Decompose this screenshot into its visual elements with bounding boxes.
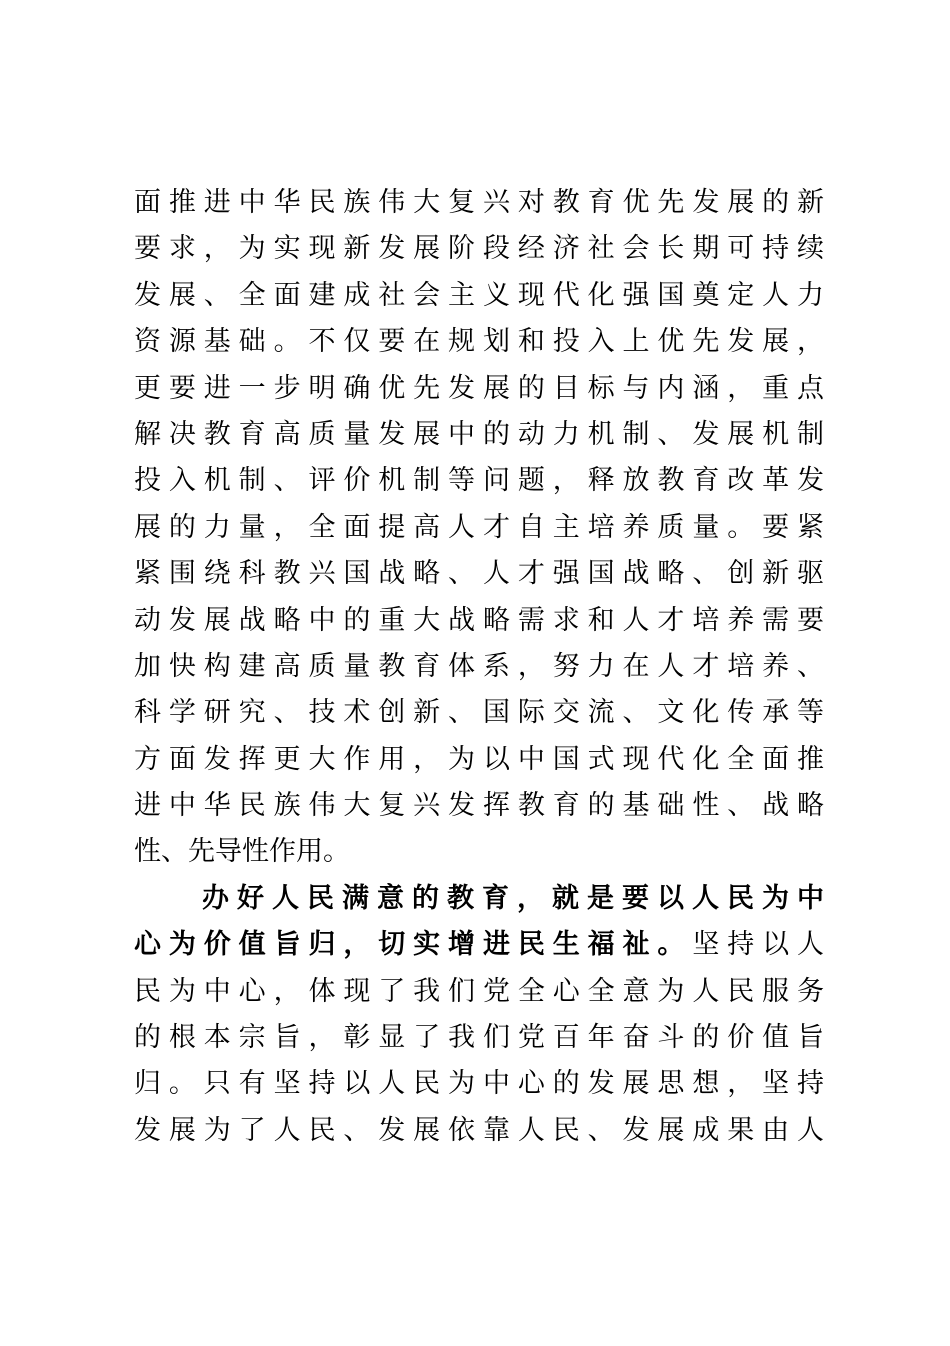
text-run: 坚持以人 bbox=[692, 929, 824, 961]
text-line: 性、先导性作用。 bbox=[134, 836, 350, 868]
bold-lead-line: 办好人民满意的教育，就是要以人民为中 bbox=[202, 882, 824, 914]
paragraph-2 bbox=[134, 876, 824, 1154]
text-line: 归。只有坚持以人民为中心的发展思想，坚持 bbox=[134, 1068, 824, 1100]
text-line: 紧围绕科教兴国战略、人才强国战略、创新驱 bbox=[134, 558, 824, 590]
mixed-line bbox=[134, 922, 824, 968]
text-line: 资源基础。不仅要在规划和投入上优先发展， bbox=[134, 326, 824, 358]
text-line: 加快构建高质量教育体系，努力在人才培养、 bbox=[134, 650, 824, 682]
bold-lead-end: 心为价值旨归，切实增进民生福祉。 bbox=[134, 929, 693, 961]
text-line: 解决教育高质量发展中的动力机制、发展机制 bbox=[134, 418, 824, 450]
text-line: 面推进中华民族伟大复兴对教育优先发展的新 bbox=[134, 187, 824, 218]
text-line: 动发展战略中的重大战略需求和人才培养需要 bbox=[134, 604, 824, 636]
text-line: 进中华民族伟大复兴发挥教育的基础性、战略 bbox=[134, 790, 824, 822]
text-line: 投入机制、评价机制等问题，释放教育改革发 bbox=[134, 465, 824, 497]
text-line: 民为中心，体现了我们党全心全意为人民服务 bbox=[134, 975, 824, 1007]
paragraph-1 bbox=[134, 180, 824, 876]
document-body bbox=[134, 180, 824, 1154]
text-line: 展的力量，全面提高人才自主培养质量。要紧 bbox=[134, 511, 824, 543]
text-line: 的根本宗旨，彰显了我们党百年奋斗的价值旨 bbox=[134, 1022, 824, 1054]
text-line: 更要进一步明确优先发展的目标与内涵，重点 bbox=[134, 372, 824, 404]
text-line: 发展、全面建成社会主义现代化强国奠定人力 bbox=[134, 279, 824, 311]
text-line: 方面发挥更大作用，为以中国式现代化全面推 bbox=[134, 743, 824, 775]
text-line: 要求，为实现新发展阶段经济社会长期可持续 bbox=[134, 233, 824, 265]
text-line: 发展为了人民、发展依靠人民、发展成果由人 bbox=[134, 1114, 824, 1146]
text-line: 科学研究、技术创新、国际交流、文化传承等 bbox=[134, 697, 824, 729]
